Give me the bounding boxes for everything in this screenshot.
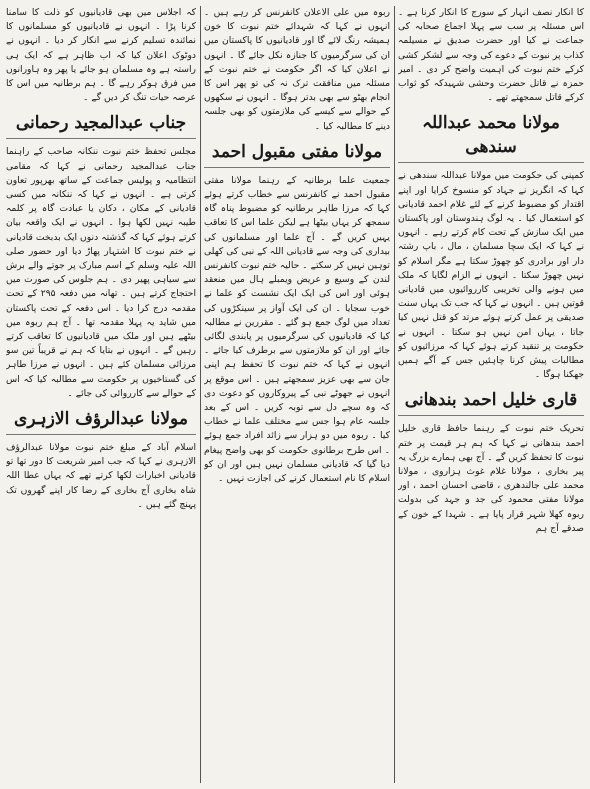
section-heading: مولانا عبدالرؤف الازہری (6, 407, 196, 435)
section-heading: جناب عبدالمجید رحمانی (6, 111, 196, 139)
article-paragraph: کہ اجلاس میں بھی قادیانیوں کو ذلت کا سامنا کرنا پڑا ۔ انہوں نے قادیانیوں کو مسلمانوں کا نمائندہ تسلیم کرنے سے انکار کر دیا ۔ انہوں نے دوٹوک اعلان کیا کہ اب ظاہر ہے کہ ایک ہی راستہ ہے وہ مسلمان ہو جائے یا پھر وہ ہاورانوں میں فرق ہوکر رہے گا ۔ ہم برطانیہ میں اس کا عرصہ حیات تنگ کر دیں گے ۔ (6, 7, 196, 104)
column-right (398, 6, 584, 539)
section-heading: مولانا مفتی مقبول احمد (204, 140, 390, 168)
article-paragraph: اسلام آباد کے مبلغ ختم نبوت مولانا عبدالرؤف الازہری نے کہا کہ جب امیر شریعت کا دور تھا تو قادیانی اخبارات لکھا کرتے تھے کہ یہاں عطا اللہ شاہ بخاری آج بخاری کے رضا کار اپنے گھروں تک پہنچ گئے ہیں ۔ (6, 442, 196, 510)
section-heading: مولانا محمد عبداللہ سندھی (398, 111, 584, 163)
article-paragraph: کمپنی کی حکومت میں مولانا عبداللہ سندھی نے کہا کہ انگریز نے جہاد کو منسوخ کرایا اور اپنے اقتدار کو مضبوط کرنے کے لئے غلام احمد قادیانی کو استعمال کیا ۔ یہ لوگ ہندوستان اور پاکستان میں ایک سازش کے تحت کام کرتے رہے ۔ انہوں نے کہا کہ ایک سچا مسلمان ، مال ، باپ رشتہ دار اور برادری کو چھوڑ سکتا ہے مگر اسلام کو نہیں چھوڑ سکتا ۔ انہوں نے الزام لگایا کہ ملک میں ہونے والی تخریبی کارروائیوں میں قادیانی قوتیں ہیں ۔ انہوں نے کہا کہ جب تک یہاں سنت صدیقی پر عمل کرتے ہوئے مرتد کو قتل نہیں کیا جاتا ، یہاں امن نہیں ہو سکتا ۔ انہوں نے حکومت پر تنقید کرتے ہوئے کہا کہ مرزائیوں کو مطالبات پیش کرنا چاہئیں جس کے آگے ہمیں جھکنا ہوگا ۔ (398, 170, 584, 381)
article-paragraph: مجلس تحفظ ختم نبوت ننکانہ صاحب کے راہنما جناب عبدالمجید رحمانی نے کہا کہ مقامی انتظامیہ و پولیس جماعت کے ساتھ بھرپور تعاون کرتی ہے ۔ انہوں نے کہا کہ ننکانہ میں کسی قادیانی کے مکان ، دکان یا عبادت گاہ پر کلمہ طیبہ نہیں لکھا ہوا ۔ انہوں نے ایک واقعہ بیان کرتے ہوئے کہا کہ گذشتہ دنوں ایک بدبخت قادیانی نے ختم نبوت کا اشتہار پھاڑ دیا اور حضور صلی اللہ علیہ وسلم کے اسم مبارک پر جوتے والے برش سے سیاہی پھیر دی ۔ ہم جلوس کی صورت میں احتجاج کرتے ہیں ۔ تھانہ میں دفعہ ۲۹۵ کے تحت مقدمہ درج کرا دیا ۔ اس دفعہ کے تحت پاکستان میں شاید یہ پہلا مقدمہ تھا ۔ آج ہم ربوہ میں بیٹھے ہیں اور ملک میں قادیانیوں کا تعاقب کرتے رہیں گے ۔ انہوں نے بتایا کہ ہم نے قریباً تین سو مرزائی مسلمان کئے ہیں ۔ انہوں نے مرزا طاہر کی گستاخیوں پر حکومت سے مطالبہ کیا کہ اس کے حوالے سے کارروائی کی جائے ۔ (6, 146, 196, 399)
column-divider (394, 6, 395, 783)
article-paragraph: جمعیت علما برطانیہ کے رہنما مولانا مفتی مقبول احمد نے کانفرنس سے خطاب کرتے ہوئے کہا کہ مرزا طاہر برطانیہ کو مضبوط پناہ گاہ سمجھ کر یہاں بیٹھا ہے لیکن علما اس کا تعاقب یہیں کریں گے ۔ آج علما اور مسلمانوں کی بیداری کی وجہ سے قادیانی اللہ کے نبی کی کھلی توہین نہیں کر سکتے ۔ حالیہ ختم نبوت کانفرنس لندن کے وسیع و عریض ویمبلے ہال میں منعقد ہوئی اور اس کی ایک ایک نشست کو علما نے خوب سجایا ۔ ان کی ایک آواز پر سینکڑوں کی تعداد میں لوگ جمع ہو گئے ۔ مقررین نے مطالبہ کیا کہ قادیانیوں کی سرگرمیوں پر پابندی لگائی جائے اور ان کو ملازمتوں سے برطرف کیا جائے ۔ انہوں نے کہا کہ ختم نبوت کا تحفظ ہم اپنی جان سے بھی عزیز سمجھتے ہیں ۔ اس موقع پر انہوں نے جھوٹے نبی کے پیروکاروں کو دعوت دی کہ وہ سچے دل سے توبہ کریں ۔ اس کے بعد جلسہ عام ہوا جس سے مختلف علما نے خطاب کیا ۔ ربوہ میں دو ہزار سے زائد افراد جمع ہوئے ۔ اس طرح برطانوی حکومت کو بھی واضح پیغام دیا گیا کہ قادیانی مسلمان نہیں ہیں اور ان کو اسلام کا نام استعمال کرنے کی اجازت نہیں ۔ (204, 174, 390, 485)
article-paragraph: کا انکار نصف انہار کے سورج کا انکار کرنا ہے ۔ اس مسئلہ پر سب سے پہلا اجماع صحابہ کی جماعت نے کیا اور حضرت صدیق نے مسیلمہ کذاب پر نبوت کے دعوے کی وجہ سے لشکر کشی کرکے ختم نبوت کی اہمیت واضح کر دی ۔ امیر حمزہ نے قاتل حضرت وحشی شہیدکہ کو ثواب کرکے قاتل سمجھتے تھے ۔ (398, 7, 584, 104)
column-divider (200, 6, 201, 783)
column-left (6, 6, 196, 515)
article-paragraph: ربوہ میں علی الاعلان کانفرنس کر رہے ہیں ۔ انہوں نے کہا کہ شہدائے ختم نبوت کا خون ہمیشہ رنگ لائے گا اور قادیانیوں کا پاکستان میں ان کی سرگرمیوں کا جنازہ نکل جائے گا ۔ انہوں نے اعلان کیا کہ اگر حکومت نے ختم نبوت کے مسئلہ میں منافقت ترک نہ کی تو پھر اس کا انجام بھٹو سے بھی بدتر ہوگا ۔ انہوں نے سکھوں کے حوالے سے کیسے کی ملازمتوں کو بھی جلسہ دینے کا مطالبہ کیا ۔ (204, 7, 390, 132)
column-middle (204, 6, 390, 489)
section-heading: قاری خلیل احمد بندھانی (398, 388, 584, 416)
article-paragraph: تحریک ختم نبوت کے رہنما حافظ قاری خلیل احمد بندھانی نے کہا کہ ہم ہر قیمت پر ختم نبوت کا تحفظ کریں گے ۔ آج بھی ہمارے بزرگ یہ پیر بخاری ، مولانا غلام غوث ہزاروی ، مولانا محمد علی جالندھری ، قاضی احسان احمد ، اور مولانا مفتی محمود کی جد و جہد کی بدولت ربوہ کھلا شہر قرار پایا ہے ۔ شہدا کے خون کے صدقے آج ہم (398, 423, 584, 534)
